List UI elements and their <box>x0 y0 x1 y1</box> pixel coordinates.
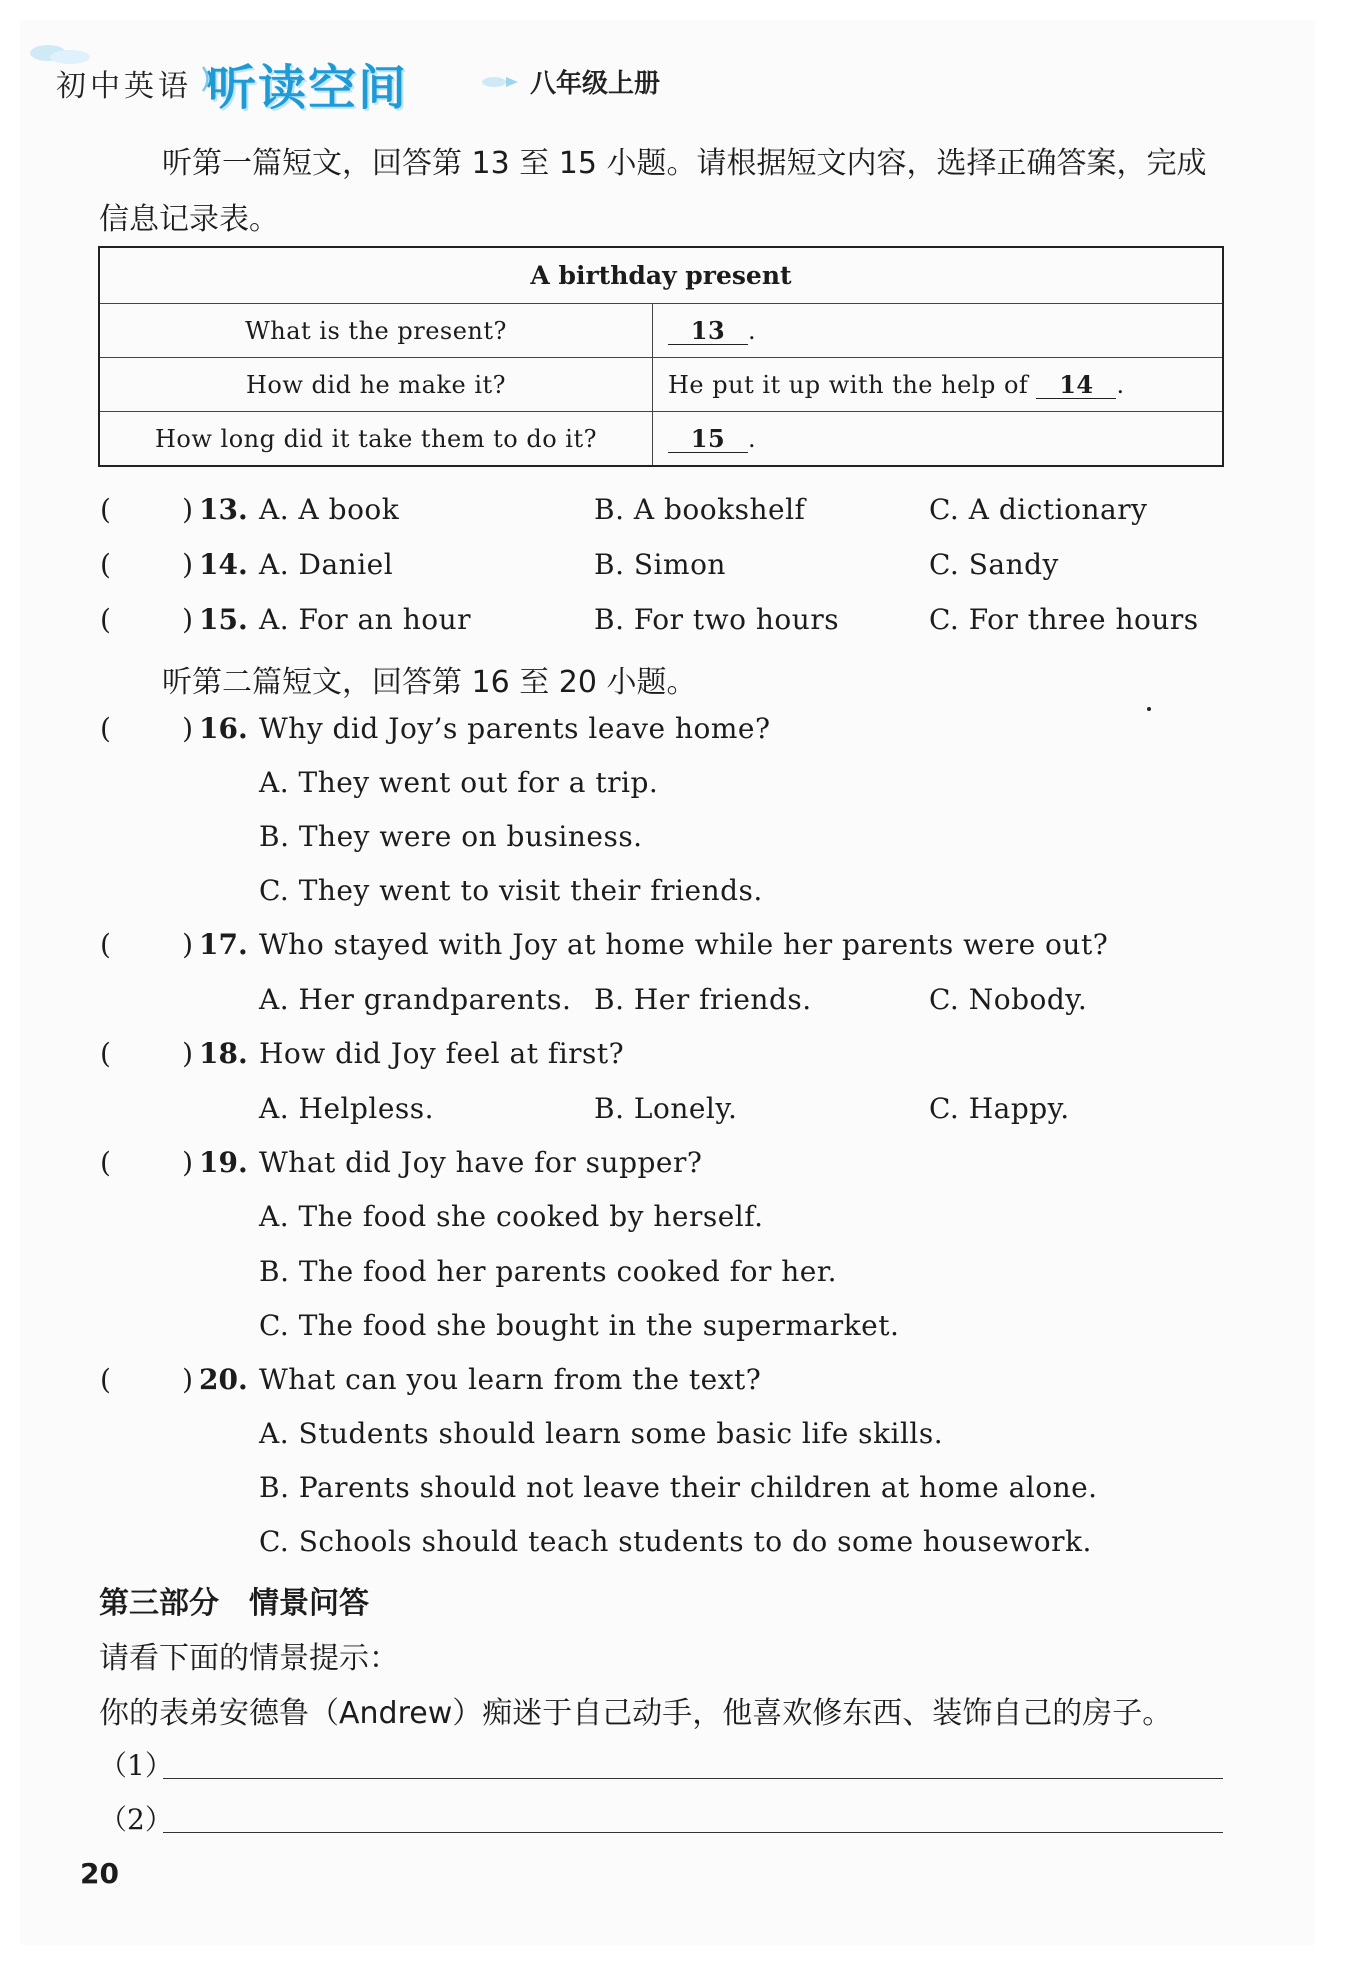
table-row <box>99 412 1223 467</box>
info-record-table <box>98 246 1224 467</box>
table-row <box>99 358 1223 412</box>
answer-paren[interactable]: ( ) <box>100 928 194 961</box>
question-stem: Who stayed with Joy at home while her parents were out? <box>259 928 1109 961</box>
option-a: A. Daniel <box>259 548 394 581</box>
question-number: 17. <box>199 928 248 961</box>
listening-intro-1: 听第一篇短文，回答第 13 至 15 小题。请根据短文内容，选择正确答案，完成 <box>162 146 1207 181</box>
answer-paren[interactable]: ( ) <box>100 1363 194 1396</box>
option-a: A. Students should learn some basic life skills. <box>259 1417 944 1450</box>
question-stem: What did Joy have for supper? <box>259 1146 703 1179</box>
table-question: How long did it take them to do it? <box>99 412 653 467</box>
answer-paren[interactable]: ( ) <box>100 1037 194 1070</box>
option-c: C. Sandy <box>929 548 1059 581</box>
question-number: 18. <box>199 1037 248 1070</box>
brand-title: 听读空间 <box>208 60 409 116</box>
listening-intro-1-cont: 信息记录表。 <box>99 202 279 237</box>
option-b: B. Her friends. <box>594 983 812 1016</box>
page-number: 20 <box>80 1857 119 1890</box>
grade-label: 八年级上册 <box>530 69 661 99</box>
listening-intro-2: 听第二篇短文，回答第 16 至 20 小题。 <box>162 665 697 700</box>
answer-paren[interactable]: ( ) <box>100 548 194 581</box>
option-a: A. A book <box>259 493 400 526</box>
series-title: 初中英语 <box>56 69 192 104</box>
section3-prompt: 请看下面的情景提示： <box>99 1641 399 1676</box>
question-number: 15. <box>199 603 248 636</box>
option-a: A. The food she cooked by herself. <box>259 1200 764 1233</box>
answer-blank-15[interactable]: 15 <box>668 426 748 453</box>
section3-scenario: 你的表弟安德鲁（Andrew）痴迷于自己动手，他喜欢修东西、装饰自己的房子。 <box>99 1696 1173 1731</box>
answer-suffix: . <box>748 316 757 345</box>
table-question: What is the present? <box>99 304 653 358</box>
table-row <box>99 304 1223 358</box>
answer-paren[interactable]: ( ) <box>100 1146 194 1179</box>
option-c: C. Schools should teach students to do some housework. <box>259 1525 1092 1558</box>
option-c: C. They went to visit their friends. <box>259 874 763 907</box>
option-b: B. Lonely. <box>594 1092 738 1125</box>
answer-blank-13[interactable]: 13 <box>668 318 748 345</box>
option-b: B. Parents should not leave their children at home alone. <box>259 1471 1098 1504</box>
table-title: A birthday present <box>99 247 1223 304</box>
option-c: C. Happy. <box>929 1092 1070 1125</box>
option-a: A. For an hour <box>259 603 471 636</box>
answer-prefix: He put it up with the help of <box>668 370 1037 399</box>
stray-dot <box>1147 707 1151 711</box>
option-a: A. They went out for a trip. <box>259 766 659 799</box>
table-question: How did he make it? <box>99 358 653 412</box>
answer-label-2: （2） <box>99 1803 173 1836</box>
option-b: B. For two hours <box>594 603 840 636</box>
question-number: 14. <box>199 548 248 581</box>
option-b: B. Simon <box>594 548 726 581</box>
option-b: B. They were on business. <box>259 820 643 853</box>
answer-line-1[interactable] <box>163 1778 1223 1779</box>
answer-paren[interactable]: ( ) <box>100 493 194 526</box>
table-answer <box>653 358 1224 412</box>
option-a: A. Helpless. <box>259 1092 435 1125</box>
question-stem: What can you learn from the text? <box>259 1363 762 1396</box>
answer-blank-14[interactable]: 14 <box>1036 372 1116 399</box>
answer-suffix: . <box>1116 370 1125 399</box>
answer-paren[interactable]: ( ) <box>100 603 194 636</box>
arrow-decoration-icon <box>480 75 520 89</box>
table-answer <box>653 412 1224 467</box>
question-number: 16. <box>199 712 248 745</box>
option-c: C. Nobody. <box>929 983 1088 1016</box>
option-c: C. A dictionary <box>929 493 1148 526</box>
question-stem: Why did Joy’s parents leave home? <box>259 712 771 745</box>
answer-suffix: . <box>748 424 757 453</box>
option-c: C. For three hours <box>929 603 1199 636</box>
question-number: 13. <box>199 493 248 526</box>
answer-paren[interactable]: ( ) <box>100 712 194 745</box>
option-c: C. The food she bought in the supermarket. <box>259 1309 900 1342</box>
question-stem: How did Joy feel at first? <box>259 1037 625 1070</box>
option-a: A. Her grandparents. <box>259 983 572 1016</box>
answer-label-1: （1） <box>99 1749 173 1782</box>
answer-line-2[interactable] <box>163 1832 1223 1833</box>
section3-title: 第三部分 情景问答 <box>99 1586 369 1621</box>
question-number: 20. <box>199 1363 248 1396</box>
option-b: B. A bookshelf <box>594 493 806 526</box>
option-b: B. The food her parents cooked for her. <box>259 1255 838 1288</box>
table-answer <box>653 304 1224 358</box>
question-number: 19. <box>199 1146 248 1179</box>
